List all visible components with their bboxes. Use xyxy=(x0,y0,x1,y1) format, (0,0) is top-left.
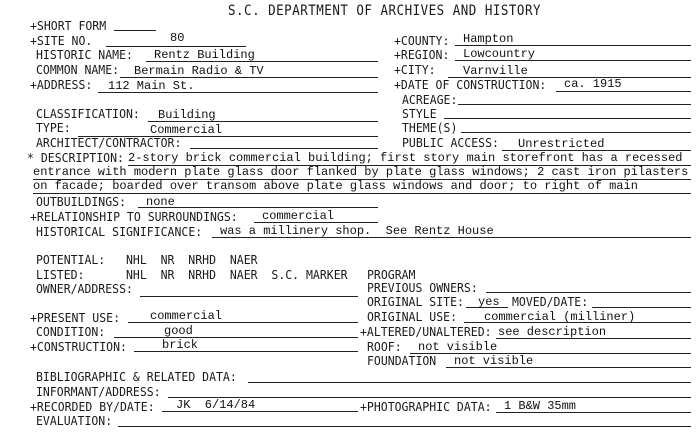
foundation-value: not visible xyxy=(454,354,534,368)
address-label: +ADDRESS: xyxy=(30,76,93,93)
significance-line xyxy=(212,237,691,238)
altered-line xyxy=(496,338,691,339)
previous-owners-label: PREVIOUS OWNERS: xyxy=(367,279,478,296)
themes-label: THEME(S) xyxy=(402,119,458,136)
informant-label: INFORMANT/ADDRESS: xyxy=(36,383,161,400)
significance-label: HISTORICAL SIGNIFICANCE: xyxy=(36,223,203,240)
historic-name-label: HISTORIC NAME: xyxy=(36,46,133,63)
architect-label: ARCHITECT/CONTRACTOR: xyxy=(36,134,182,151)
moved-line xyxy=(592,307,691,308)
description-label: * DESCRIPTION: xyxy=(27,149,124,166)
architect-line xyxy=(190,148,378,149)
photo-value: 1 B&W 35mm xyxy=(504,399,577,413)
public-access-value: Unrestricted xyxy=(518,137,605,151)
region-value: Lowcountry xyxy=(463,47,536,61)
style-label: STYLE xyxy=(402,105,437,122)
photo-line xyxy=(496,412,691,413)
description-line-2: entrance with modern plate glass door flanked by plate glass windows; 2 cast iron pilasters xyxy=(33,165,689,179)
original-use-line xyxy=(464,322,691,323)
site-no-value: 80 xyxy=(170,31,185,45)
acreage-label: ACREAGE: xyxy=(402,91,458,108)
site-no-label: +SITE NO. xyxy=(30,32,93,49)
city-label: +CITY: xyxy=(394,61,436,78)
style-line xyxy=(444,118,691,119)
common-name-value: Bermain Radio & TV xyxy=(134,64,264,78)
roof-line xyxy=(410,353,691,354)
short-form-label: +SHORT FORM xyxy=(30,17,107,34)
recorded-label: +RECORDED BY/DATE: xyxy=(30,398,155,415)
description-rule-3 xyxy=(33,193,691,194)
condition-label: CONDITION: xyxy=(36,323,106,340)
moved-label: MOVED/DATE: xyxy=(512,293,589,310)
evaluation-line xyxy=(118,426,691,427)
original-use-value: commercial (milliner) xyxy=(484,310,636,324)
outbuildings-line xyxy=(138,207,378,208)
original-site-value: yes xyxy=(478,295,500,309)
region-label: +REGION: xyxy=(394,46,450,63)
present-use-line xyxy=(128,322,358,323)
common-name-label: COMMON NAME: xyxy=(36,61,120,78)
date-construction-line xyxy=(556,91,691,92)
construction-label: +CONSTRUCTION: xyxy=(30,338,127,355)
original-site-label: ORIGINAL SITE: xyxy=(367,293,464,310)
construction-line xyxy=(134,351,358,352)
photo-label: +PHOTOGRAPHIC DATA: xyxy=(360,398,492,415)
county-value: Hampton xyxy=(463,32,514,46)
condition-line xyxy=(114,337,358,338)
recorded-value: JK 6/14/84 xyxy=(176,398,256,412)
significance-value: was a millinery shop. See Rentz House xyxy=(220,224,494,238)
listed-options: NHL NR NRHD NAER S.C. MARKER xyxy=(126,266,348,283)
date-construction-value: ca. 1915 xyxy=(564,77,622,91)
acreage-line xyxy=(458,104,691,105)
description-line-1: 2-story brick commercial building; first story main storefront has a recessed xyxy=(128,151,683,165)
construction-value: brick xyxy=(162,338,199,352)
outbuildings-value: none xyxy=(146,195,175,209)
address-value: 112 Main St. xyxy=(108,79,195,93)
roof-label: ROOF: xyxy=(367,338,402,355)
relationship-value: commercial xyxy=(262,209,335,223)
original-use-label: ORIGINAL USE: xyxy=(367,308,458,325)
classification-line xyxy=(148,121,378,122)
classification-label: CLASSIFICATION: xyxy=(36,105,140,122)
address-line xyxy=(98,92,378,93)
condition-value: good xyxy=(164,324,193,338)
public-access-label: PUBLIC ACCESS: xyxy=(402,134,499,151)
foundation-line xyxy=(446,367,691,368)
county-line xyxy=(455,45,691,46)
foundation-label: FOUNDATION xyxy=(367,352,437,369)
potential-options: NHL NR NRHD NAER xyxy=(126,251,258,268)
owner-line xyxy=(140,296,358,297)
common-name-line xyxy=(120,77,378,78)
potential-label: POTENTIAL: xyxy=(36,251,106,268)
short-form-line xyxy=(114,30,156,31)
program-label: PROGRAM xyxy=(367,266,416,283)
recorded-line xyxy=(162,411,358,412)
bibliographic-line xyxy=(248,382,691,383)
historic-name-line xyxy=(146,61,378,62)
city-value: Varnville xyxy=(463,64,528,78)
altered-value: see description xyxy=(498,325,607,339)
county-label: +COUNTY: xyxy=(394,32,450,49)
altered-label: +ALTERED/UNALTERED: xyxy=(360,323,492,340)
region-line xyxy=(455,60,691,61)
form-title: S.C. DEPARTMENT OF ARCHIVES AND HISTORY xyxy=(228,1,541,19)
listed-label: LISTED: xyxy=(36,266,85,283)
previous-owners-line xyxy=(486,292,691,293)
original-site-line xyxy=(466,307,508,308)
type-label: TYPE: xyxy=(36,119,71,136)
relationship-line xyxy=(254,222,378,223)
date-construction-label: +DATE OF CONSTRUCTION: xyxy=(394,76,547,93)
bibliographic-label: BIBLIOGRAPHIC & RELATED DATA: xyxy=(36,368,237,385)
owner-label: OWNER/ADDRESS: xyxy=(36,280,133,297)
classification-value: Building xyxy=(158,108,216,122)
present-use-label: +PRESENT USE: xyxy=(30,309,121,326)
themes-line xyxy=(461,132,691,133)
type-value: Commercial xyxy=(150,123,223,137)
historic-name-value: Rentz Building xyxy=(154,48,255,62)
evaluation-label: EVALUATION: xyxy=(36,412,113,429)
description-line-3: on facade; boarded over transom above plate glass windows and door; to right of main xyxy=(33,179,638,193)
present-use-value: commercial xyxy=(150,309,223,323)
outbuildings-label: OUTBUILDINGS: xyxy=(36,193,127,210)
relationship-label: +RELATIONSHIP TO SURROUNDINGS: xyxy=(30,208,238,225)
roof-value: not visible xyxy=(418,340,498,354)
